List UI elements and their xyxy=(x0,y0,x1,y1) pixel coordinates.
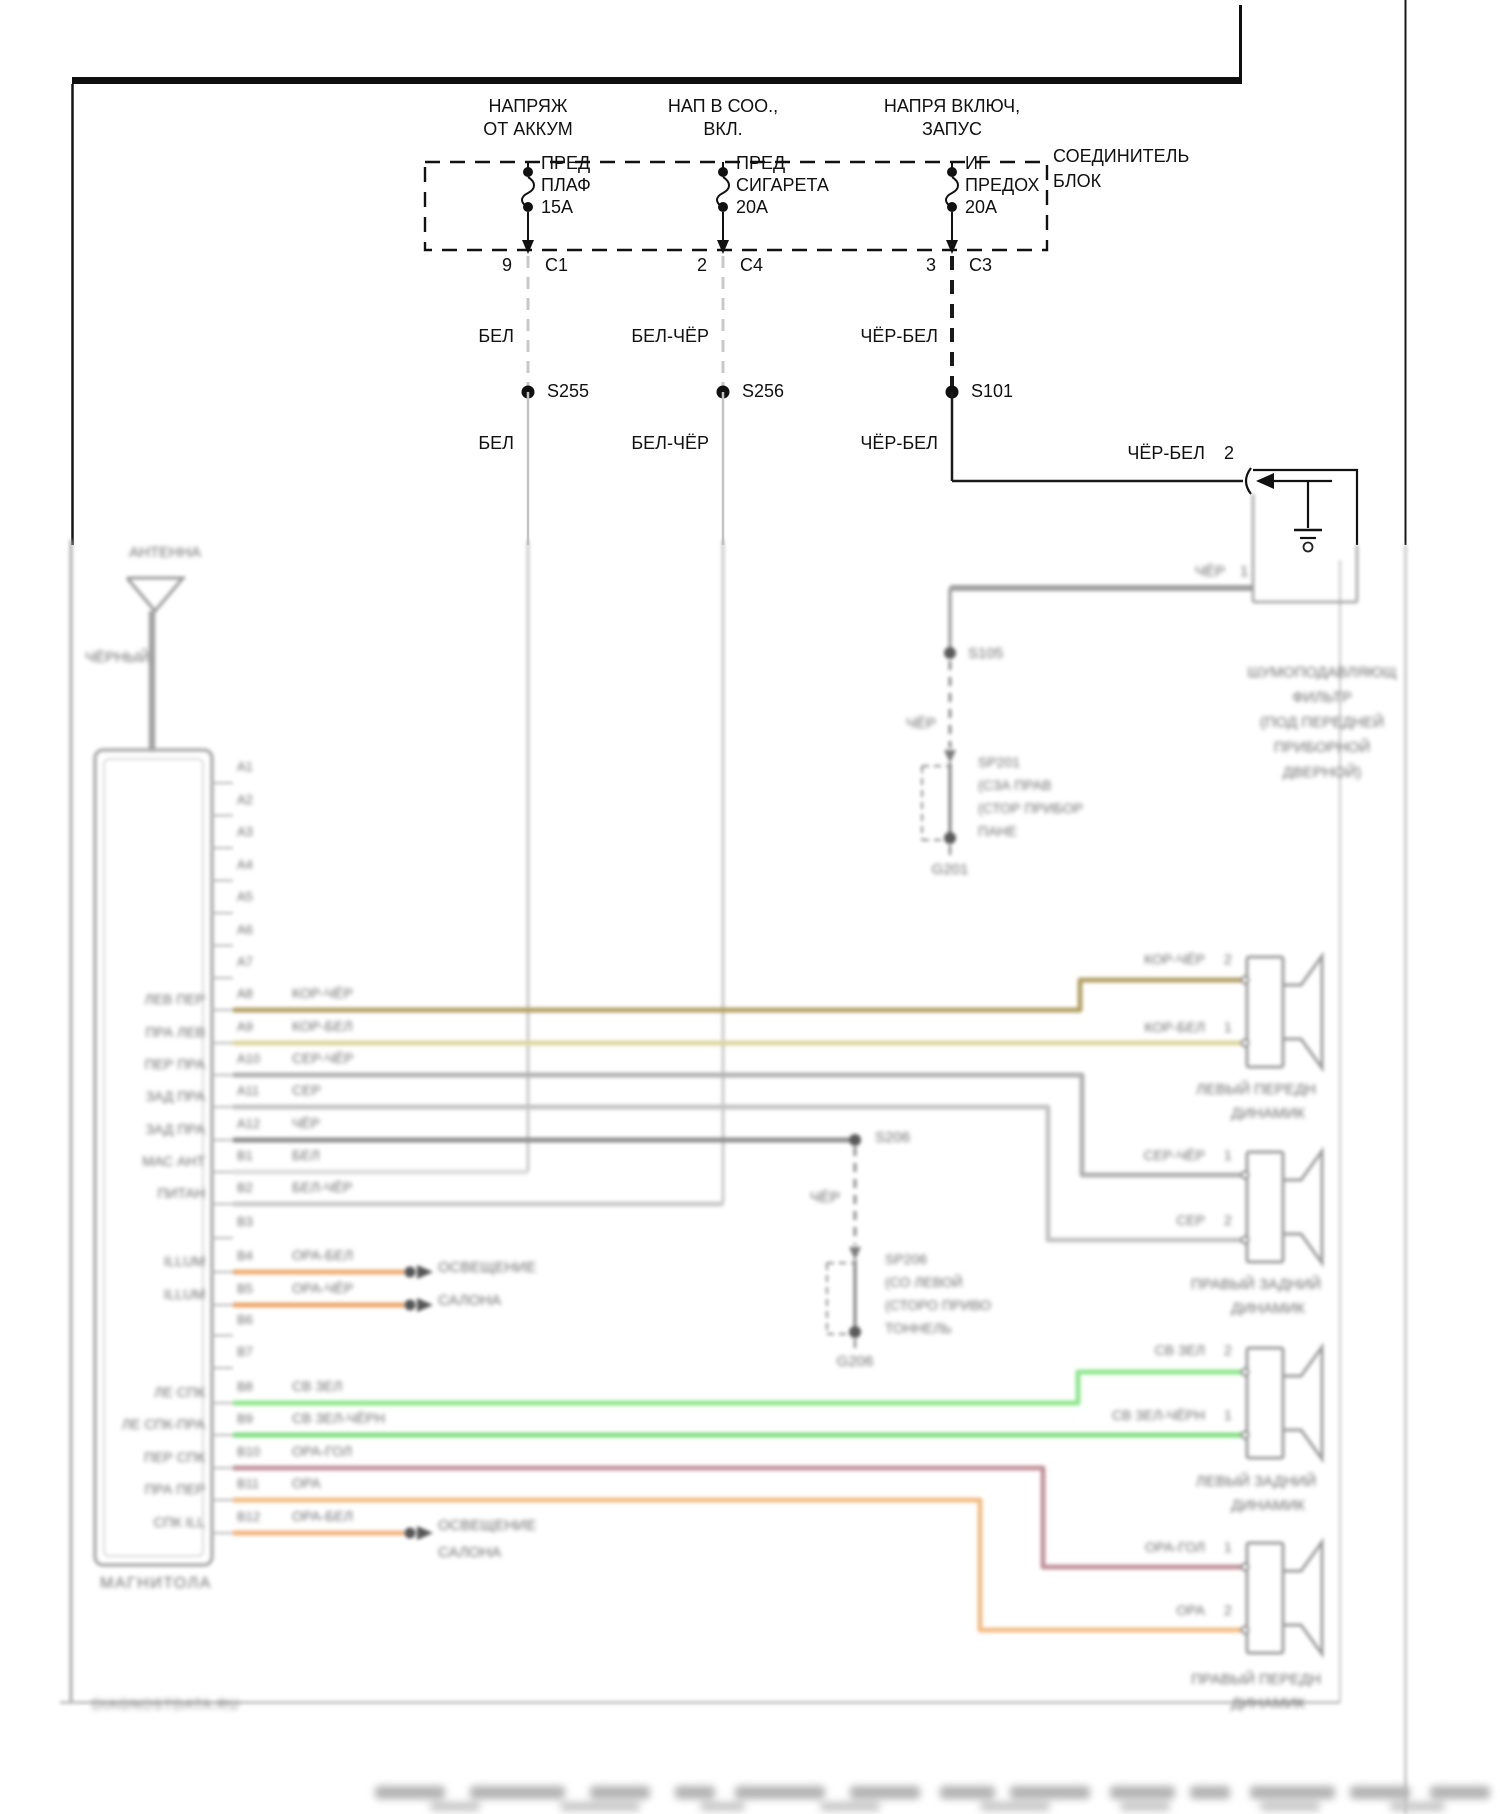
fuse-dot-bottom-0 xyxy=(523,202,533,212)
filter-label-line3: (ПОД ПЕРЕДНЕЙ xyxy=(1259,714,1385,731)
feed-connector-id-0: C1 xyxy=(545,255,569,275)
pin-id-A10: A10 xyxy=(237,1051,261,1066)
filter-wire-label: ЧЁР xyxy=(1194,563,1225,580)
wire-color-label-B1: БЕЛ xyxy=(292,1147,320,1163)
fuse-dot-bottom-2 xyxy=(947,202,957,212)
pin-func-B12: СПК ILL xyxy=(153,1514,205,1530)
speaker-icon-horn-1 xyxy=(1283,1151,1322,1263)
wire-end-label-B8: СВ ЗЕЛ xyxy=(1154,1342,1205,1358)
band-blob-a-0 xyxy=(375,1786,445,1799)
feed-title-line2-1: ВКЛ. xyxy=(703,119,743,139)
speaker-icon-body-0 xyxy=(1247,957,1283,1067)
speaker-icon-body-2 xyxy=(1247,1348,1283,1458)
feed-wire-label-lower-2: ЧЁР-БЕЛ xyxy=(860,433,938,453)
feed-wire-label-lower-1: БЕЛ-ЧЁР xyxy=(631,433,709,453)
chain2-splice-label: S206 xyxy=(875,1129,911,1146)
connector-block-label-line1: СОЕДИНИТЕЛЬ xyxy=(1053,146,1190,166)
pin-func-B9: ЛЕ СПК-ПРА xyxy=(121,1416,205,1432)
feed-title-line1-0: НАПРЯЖ xyxy=(488,96,568,116)
band-blob-b-0 xyxy=(430,1802,480,1811)
speaker1-name-line2: ДИНАМИК xyxy=(1231,1105,1305,1122)
speaker-icon-body-1 xyxy=(1247,1152,1283,1262)
band-blob-a-3 xyxy=(675,1786,715,1799)
antenna-icon xyxy=(127,578,183,611)
pin-id-A6: A6 xyxy=(237,921,253,937)
filter-label-line1: ШУМОПОДАВЛЯЮЩ xyxy=(1247,664,1397,681)
chain1-ground-dot xyxy=(944,832,956,844)
filter-pin-number: 1 xyxy=(1240,563,1249,580)
band-blob-a-6 xyxy=(940,1786,995,1799)
chain2-pack-line4: ТОННЕЛЬ xyxy=(885,1320,952,1336)
wire-A8 xyxy=(233,980,1243,1010)
fuse-dot-top-2 xyxy=(947,167,957,177)
speaker3-name-line2: ДИНАМИК xyxy=(1231,1497,1305,1514)
chain2-pack-line3: (СТОРО ПРИВО xyxy=(885,1297,992,1313)
lighting-label-b4: ОСВЕЩЕНИЕ xyxy=(438,1259,537,1276)
pin-id-B8: B8 xyxy=(237,1379,253,1394)
chain2-ground-dot xyxy=(849,1326,861,1338)
wire-A10 xyxy=(233,1075,1243,1175)
speaker4-name-line1: ПРАВЫЙ ПЕРЕДН xyxy=(1191,1671,1321,1688)
speaker-terminal-1-1 xyxy=(1242,1237,1249,1244)
wire-end-pin-A11: 2 xyxy=(1224,1212,1232,1228)
band-blob-a-4 xyxy=(735,1786,825,1799)
pin-func-A8: ЛЕВ ПЕР xyxy=(144,991,205,1007)
speaker-icon-horn-3 xyxy=(1283,1542,1322,1654)
branch-wire-label: ЧЁР-БЕЛ xyxy=(1127,443,1205,463)
filter-label-line2: ФИЛЬТР xyxy=(1292,689,1352,706)
speaker-icon-horn-2 xyxy=(1283,1347,1322,1459)
antenna-label: АНТЕННА xyxy=(129,544,201,561)
pin-id-A9: A9 xyxy=(237,1019,253,1034)
lighting-label-b5: САЛОНА xyxy=(438,1292,502,1309)
fuse-dot-top-1 xyxy=(718,167,728,177)
pin-id-A2: A2 xyxy=(237,791,253,807)
filter-arrowhead-icon xyxy=(1256,473,1274,489)
band-blob-a-10 xyxy=(1250,1786,1335,1799)
wire-color-label-A11: СЕР xyxy=(292,1082,321,1098)
fuse-arrowhead-icon-2 xyxy=(946,240,958,254)
pin-id-B4: B4 xyxy=(237,1248,253,1263)
feed-splice-label-1: S256 xyxy=(742,381,785,401)
speaker-terminal-1-0 xyxy=(1242,1172,1249,1179)
bottom-blur-band xyxy=(375,1786,1490,1811)
pin-id-B7: B7 xyxy=(237,1344,253,1359)
pin-func-B2: ПИТАН xyxy=(157,1185,205,1201)
band-blob-a-9 xyxy=(1190,1786,1230,1799)
lighting-label-b12-line2: САЛОНА xyxy=(438,1544,502,1561)
pin-func-A11: ЗАД ПРА xyxy=(145,1088,205,1104)
feed-splice-label-2: S101 xyxy=(971,381,1014,401)
fuse-name-line1-0: ПРЕД xyxy=(541,153,591,173)
branch-pin-number: 2 xyxy=(1224,443,1235,463)
fuse-name-line2-2: ПРЕДОХ xyxy=(965,175,1040,195)
chain1-ground-label: G201 xyxy=(931,861,969,878)
connector-block-label-line2: БЛОК xyxy=(1053,171,1102,191)
band-blob-a-8 xyxy=(1110,1786,1175,1799)
fuse-rating-2: 20А xyxy=(965,197,998,217)
chain2-ground-label: G206 xyxy=(836,1353,874,1370)
fuse-rating-0: 15А xyxy=(541,197,574,217)
speaker-terminal-0-0 xyxy=(1242,977,1249,984)
pin-func-B11: ПРА ПЕР xyxy=(144,1481,205,1497)
band-blob-b-3 xyxy=(820,1802,880,1811)
lamp-arrowhead-icon-B12 xyxy=(417,1526,433,1540)
frame-top-border xyxy=(72,77,1242,84)
feed-title-line2-2: ЗАПУС xyxy=(921,119,983,139)
pin-func-A10: ПЕР ПРА xyxy=(144,1056,205,1072)
feed-wire-label-upper-1: БЕЛ-ЧЁР xyxy=(631,326,709,346)
wire-end-pin-B11: 2 xyxy=(1224,1602,1232,1618)
feed-wire-label-upper-2: ЧЁР-БЕЛ xyxy=(860,326,938,346)
band-blob-a-2 xyxy=(590,1786,650,1799)
feed-title-line1-2: НАПРЯ ВКЛЮЧ, xyxy=(883,96,1021,116)
lamp-connector-dot-B12 xyxy=(405,1528,416,1539)
wire-color-label-A10: СЕР-ЧЁР xyxy=(292,1050,354,1066)
chain1-pack-line3: (СТОР ПРИБОР xyxy=(978,800,1084,816)
fuse-arrowhead-icon-1 xyxy=(717,240,729,254)
lighting-label-b12-line1: ОСВЕЩЕНИЕ xyxy=(438,1517,537,1534)
fuse-name-line2-1: СИГАРЕТА xyxy=(736,175,829,195)
feed-title-line1-1: НАП В СОО., xyxy=(667,96,779,116)
pin-id-A5: A5 xyxy=(237,889,253,904)
wire-color-label-B4: ОРА-БЕЛ xyxy=(292,1247,354,1263)
wire-color-label-B2: БЕЛ-ЧЁР xyxy=(292,1179,353,1195)
feed-wire-label-upper-0: БЕЛ xyxy=(478,326,514,346)
pin-id-A4: A4 xyxy=(237,856,253,872)
antenna-cable-label: ЧЁРНЫЙ xyxy=(85,649,150,666)
pin-func-B10: ПЕР СПК xyxy=(144,1449,205,1465)
pin-id-B5: B5 xyxy=(237,1281,253,1296)
fuse-dot-bottom-1 xyxy=(718,202,728,212)
feed-pin-number-2: 3 xyxy=(925,255,936,275)
pin-id-B9: B9 xyxy=(237,1411,253,1426)
band-blob-b-2 xyxy=(700,1802,745,1811)
pin-func-B8: ЛЕ СПК xyxy=(154,1384,205,1400)
wire-color-label-A12: ЧЁР xyxy=(292,1115,321,1131)
band-blob-b-7 xyxy=(1390,1802,1445,1811)
radio-name-label: МАГНИТОЛА xyxy=(100,1575,212,1592)
wire-color-label-B11: ОРА xyxy=(292,1475,321,1491)
pin-id-A8: A8 xyxy=(237,986,253,1001)
pin-id-A1: A1 xyxy=(237,759,253,774)
sharp-lines-group xyxy=(72,0,1406,552)
pin-func-A9: ПРА ЛЕВ xyxy=(145,1024,205,1040)
feed-title-line2-0: ОТ АККУМ xyxy=(483,119,573,139)
band-blob-a-1 xyxy=(470,1786,565,1799)
wire-end-label-A10: СЕР-ЧЁР xyxy=(1143,1147,1205,1163)
wire-color-label-A8: КОР-ЧЁР xyxy=(292,985,353,1001)
wire-end-pin-B8: 2 xyxy=(1224,1342,1232,1358)
wire-color-label-B10: ОРА-ГОЛ xyxy=(292,1443,353,1459)
pin-func-B5: ILLUM xyxy=(163,1286,205,1302)
chain1-wire-label: ЧЁР xyxy=(905,715,936,732)
wire-color-label-B9: СВ ЗЕЛ-ЧЁРН xyxy=(292,1410,386,1426)
chain2-pack-line2: (СО ЛЕВОЙ xyxy=(885,1274,963,1290)
chain2-pack-line1: SP206 xyxy=(885,1251,928,1267)
lamp-arrowhead-icon-B4 xyxy=(417,1265,433,1279)
band-blob-a-11 xyxy=(1350,1786,1410,1799)
speaker-terminal-2-1 xyxy=(1242,1432,1249,1439)
fuse-rating-1: 20А xyxy=(736,197,769,217)
wire-end-label-B10: ОРА-ГОЛ xyxy=(1144,1539,1205,1555)
band-blob-a-12 xyxy=(1430,1786,1490,1799)
speaker1-name-line1: ЛЕВЫЙ ПЕРЕДН xyxy=(1196,1081,1316,1098)
speaker4-name-line2: ДИНАМИК xyxy=(1231,1695,1305,1712)
wire-color-label-B5: ОРА-ЧЁР xyxy=(292,1280,354,1296)
lamp-connector-dot-B4 xyxy=(405,1267,416,1278)
speaker2-name-line1: ПРАВЫЙ ЗАДНИЙ xyxy=(1190,1276,1322,1293)
frame-top-right-stub xyxy=(1239,5,1242,79)
band-blob-b-6 xyxy=(1260,1802,1320,1811)
speaker3-name-line1: ЛЕВЫЙ ЗАДНИЙ xyxy=(1195,1473,1317,1490)
pin-func-B4: ILLUM xyxy=(163,1253,205,1269)
pin-id-B2: B2 xyxy=(237,1180,253,1195)
speaker-terminal-0-1 xyxy=(1242,1040,1249,1047)
speaker-icon-horn-0 xyxy=(1283,956,1322,1068)
pin-id-B10: B10 xyxy=(237,1444,261,1459)
watermark: DIAGNOSTDATA.RU xyxy=(92,1696,240,1712)
chain1-pack-line1: SP201 xyxy=(978,754,1021,770)
band-blob-b-4 xyxy=(980,1802,1050,1811)
feed-wire-label-lower-0: БЕЛ xyxy=(478,433,514,453)
wire-end-label-B9: СВ ЗЕЛ-ЧЁРН xyxy=(1111,1407,1205,1423)
lamp-connector-dot-B5 xyxy=(405,1300,416,1311)
pin-id-B1: B1 xyxy=(237,1148,253,1163)
chain1-arrowhead-icon xyxy=(944,750,956,763)
feed-pin-number-0: 9 xyxy=(501,255,512,275)
fuse-name-line1-2: ИГ xyxy=(965,153,988,173)
pin-id-A11: A11 xyxy=(237,1083,260,1098)
wire-end-label-A9: КОР-БЕЛ xyxy=(1144,1019,1205,1035)
wire-end-pin-B9: 1 xyxy=(1224,1407,1232,1423)
feed-connector-id-1: C4 xyxy=(740,255,764,275)
wire-end-label-B11: ОРА xyxy=(1176,1602,1205,1618)
pin-id-B3: B3 xyxy=(237,1214,253,1229)
speaker-terminal-3-1 xyxy=(1242,1627,1249,1634)
pin-func-B1: МАС АНТ xyxy=(142,1153,205,1169)
speaker-icon-body-3 xyxy=(1247,1543,1283,1653)
band-blob-a-7 xyxy=(1010,1786,1090,1799)
fuse-name-line2-0: ПЛАФ xyxy=(541,175,591,195)
chain1-splice-dot xyxy=(944,647,956,659)
feed-pin-number-1: 2 xyxy=(696,255,707,275)
wire-B10 xyxy=(233,1468,1243,1567)
wire-end-pin-A9: 1 xyxy=(1224,1019,1232,1035)
wire-end-pin-A8: 2 xyxy=(1224,951,1232,967)
speaker-terminal-2-0 xyxy=(1242,1369,1249,1376)
fuse-dot-top-0 xyxy=(523,167,533,177)
wire-color-label-A9: КОР-БЕЛ xyxy=(292,1018,353,1034)
chain2-splice-dot xyxy=(849,1134,861,1146)
feed-splice-label-0: S255 xyxy=(547,381,590,401)
speaker-terminal-3-0 xyxy=(1242,1564,1249,1571)
pin-id-B11: B11 xyxy=(237,1476,260,1491)
ground-circle-icon xyxy=(1304,543,1313,552)
wire-B8 xyxy=(233,1372,1243,1403)
wire-color-label-B8: СВ ЗЕЛ xyxy=(292,1378,343,1394)
wire-end-label-A8: КОР-ЧЁР xyxy=(1144,951,1205,967)
chain2-wire-label: ЧЁР xyxy=(809,1189,840,1206)
pin-id-A3: A3 xyxy=(237,824,253,839)
lamp-arrowhead-icon-B5 xyxy=(417,1298,433,1312)
filter-label-line5: ДВЕРНОЙ) xyxy=(1282,764,1362,781)
wire-end-label-A11: СЕР xyxy=(1176,1212,1205,1228)
band-blob-b-5 xyxy=(1120,1802,1170,1811)
chain2-arrowhead-icon xyxy=(849,1247,861,1260)
speaker2-name-line2: ДИНАМИК xyxy=(1231,1300,1305,1317)
speaker-wires-group xyxy=(211,783,1243,1630)
wire-end-pin-A10: 1 xyxy=(1224,1147,1232,1163)
feed-connector-id-2: C3 xyxy=(969,255,993,275)
fuse-arrowhead-icon-0 xyxy=(522,240,534,254)
fuse-name-line1-1: ПРЕД xyxy=(736,153,786,173)
band-blob-b-1 xyxy=(560,1802,640,1811)
pin-id-B12: B12 xyxy=(237,1509,261,1524)
chain1-splice-label: S105 xyxy=(968,645,1004,662)
pin-id-B6: B6 xyxy=(237,1311,253,1327)
wire-end-pin-B10: 1 xyxy=(1224,1539,1232,1555)
inline-connector-bracket xyxy=(1246,468,1251,494)
band-blob-a-5 xyxy=(850,1786,920,1799)
filter-label-line4: ПРИБОРНОЙ xyxy=(1273,739,1371,756)
chain1-pack-line4: ПАНЕ xyxy=(978,823,1017,839)
wire-color-label-B12: ОРА-БЕЛ xyxy=(292,1508,354,1524)
pin-func-A12: ЗАД ПРА xyxy=(145,1121,205,1137)
pin-id-A12: A12 xyxy=(237,1116,261,1131)
chain1-pack-line2: (СЗА ПРАВ xyxy=(978,777,1052,793)
pin-id-A7: A7 xyxy=(237,954,253,969)
